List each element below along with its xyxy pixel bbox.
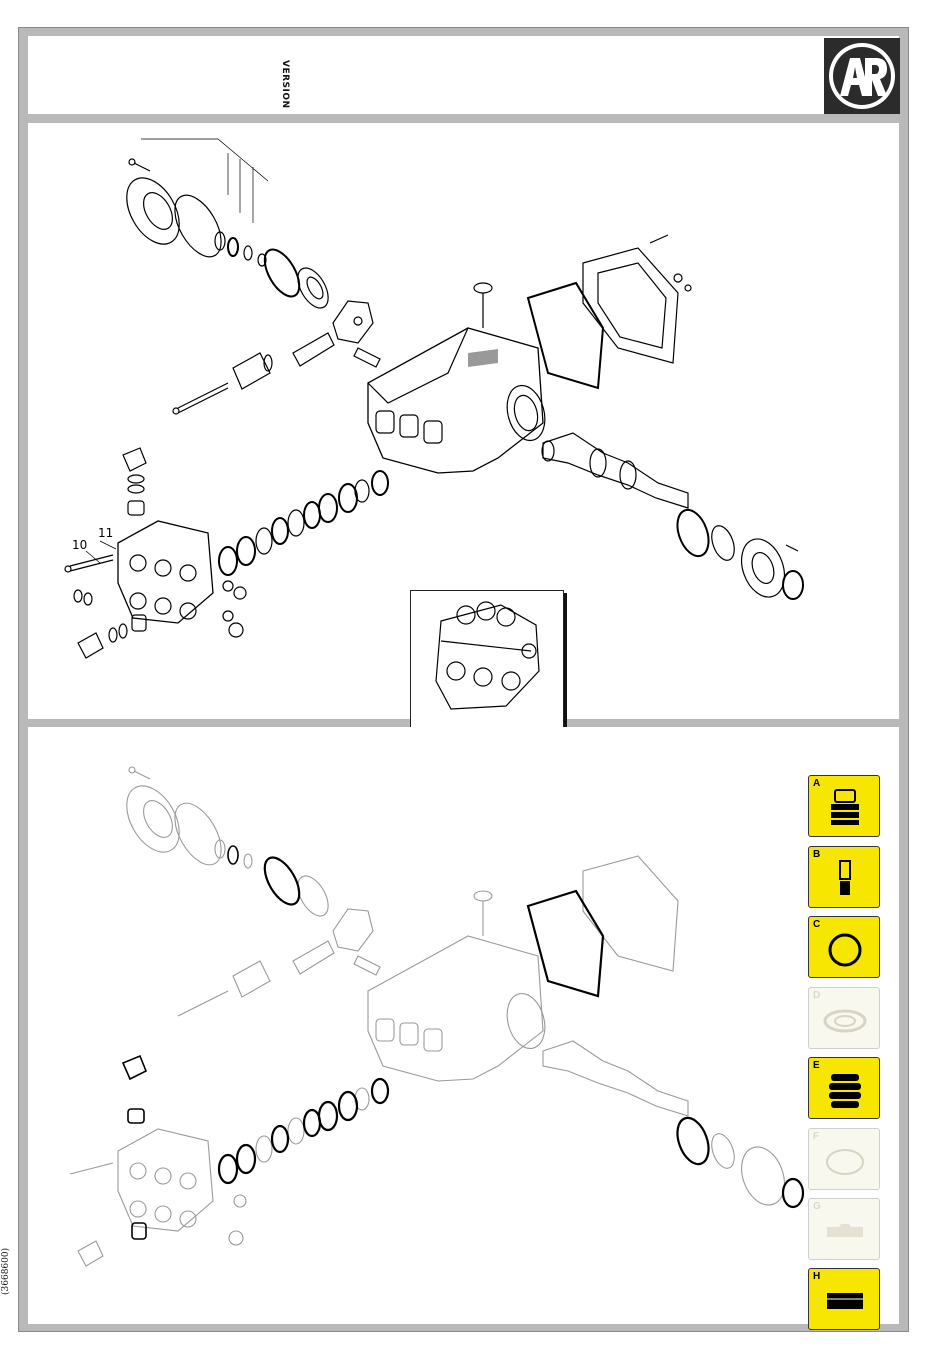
pump-kit-drawing <box>28 727 899 1324</box>
seal-ring-icon <box>809 988 881 1050</box>
oil-seal-icon <box>809 1269 881 1331</box>
kit-h-oil-seal <box>808 1268 880 1330</box>
kit-d-letter: D <box>813 990 821 1001</box>
header-panel <box>28 36 899 114</box>
exploded-view-numbered <box>28 123 899 719</box>
kit-g-gasket <box>808 1198 880 1260</box>
kit-f-oring <box>808 1128 880 1190</box>
exploded-view-kits <box>28 727 899 1324</box>
kit-e-packing <box>808 1057 880 1119</box>
kit-c-letter: C <box>813 919 821 930</box>
manifold-inset <box>410 590 564 728</box>
o-ring-icon <box>809 917 881 979</box>
callout-11: 11 <box>98 526 114 540</box>
kit-b-letter: B <box>813 849 821 860</box>
drawing-sheet <box>18 27 909 1332</box>
plunger-icon <box>809 847 881 909</box>
gasket-icon <box>809 1199 881 1261</box>
kit-a-valve <box>808 775 880 837</box>
ar-logo <box>824 38 900 114</box>
kit-g-letter: G <box>813 1201 821 1212</box>
kit-f-letter: F <box>813 1131 820 1142</box>
valve-assembly-icon <box>809 776 881 838</box>
kit-a-letter: A <box>813 778 821 789</box>
kit-h-letter: H <box>813 1271 821 1282</box>
kit-e-letter: E <box>813 1060 820 1071</box>
thin-o-ring-icon <box>809 1129 881 1191</box>
version-label: VERSION <box>280 60 290 109</box>
callout-10: 10 <box>72 538 88 552</box>
document-code: (3668600) <box>1 1247 11 1295</box>
packing-set-icon <box>809 1058 881 1120</box>
kit-b-plunger <box>808 846 880 908</box>
kit-d-seal <box>808 987 880 1049</box>
kit-c-oring <box>808 916 880 978</box>
